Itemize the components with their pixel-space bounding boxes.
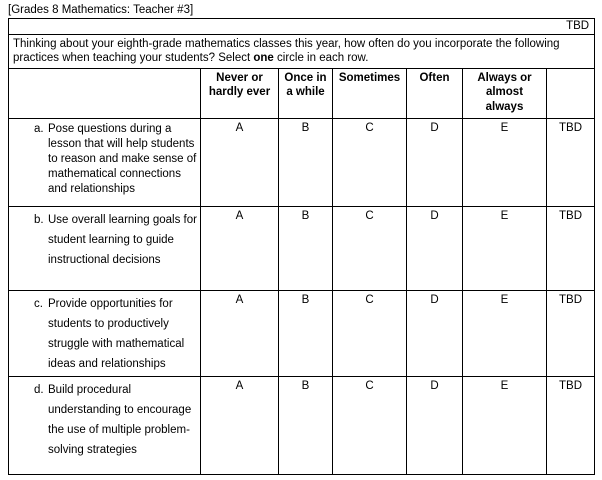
survey-table <box>8 18 595 475</box>
instructions-text-bold: one <box>253 52 274 65</box>
option-choice-c[interactable]: C <box>333 376 407 474</box>
option-choice-e[interactable]: E <box>463 376 547 474</box>
option-choice-d[interactable]: D <box>407 206 463 290</box>
row-tbd-label: TBD <box>547 118 595 206</box>
option-choice-c[interactable]: C <box>333 290 407 376</box>
item-letter: a. <box>34 122 44 135</box>
col-header-never-or-hardly-ever: Never or hardly ever <box>201 68 279 118</box>
question-instructions <box>9 35 595 69</box>
column-header-row <box>9 68 595 118</box>
item-text: Build procedural understanding to encourage the use of multiple problem-solving strategies <box>48 383 192 457</box>
option-choice-a[interactable]: A <box>201 118 279 206</box>
option-choice-d[interactable]: D <box>407 118 463 206</box>
item-cell <box>9 290 201 376</box>
option-choice-b[interactable]: B <box>279 376 333 474</box>
option-choice-a[interactable]: A <box>201 206 279 290</box>
header-tbd-empty-cell <box>547 68 595 118</box>
tbd-header-row <box>9 19 595 35</box>
table-row <box>9 376 595 474</box>
header-empty-cell <box>9 68 201 118</box>
row-tbd-label: TBD <box>547 290 595 376</box>
option-choice-d[interactable]: D <box>407 376 463 474</box>
item-letter: c. <box>34 297 43 310</box>
option-choice-a[interactable]: A <box>201 290 279 376</box>
col-header-always-or-almost-always: Always or almost always <box>463 68 547 118</box>
option-choice-e[interactable]: E <box>463 118 547 206</box>
form-header-note: [Grades 8 Mathematics: Teacher #3] <box>8 4 194 16</box>
row-tbd-label: TBD <box>547 376 595 474</box>
option-choice-b[interactable]: B <box>279 118 333 206</box>
instructions-row <box>9 35 595 69</box>
instructions-text-start: Thinking about your eighth-grade mathematics classes this year, how often do you incorporate the following practices when teaching your students? Select <box>13 38 560 65</box>
item-cell <box>9 376 201 474</box>
table-row <box>9 118 595 206</box>
option-choice-e[interactable]: E <box>463 290 547 376</box>
col-header-often: Often <box>407 68 463 118</box>
option-choice-a[interactable]: A <box>201 376 279 474</box>
table-row <box>9 206 595 290</box>
instructions-text-end: circle in each row. <box>273 52 369 65</box>
table-row <box>9 290 595 376</box>
item-letter: d. <box>34 383 44 396</box>
option-choice-b[interactable]: B <box>279 290 333 376</box>
item-letter: b. <box>34 213 44 226</box>
col-header-sometimes: Sometimes <box>333 68 407 118</box>
item-cell <box>9 206 201 290</box>
item-text: Provide opportunities for students to productively struggle with mathematical ideas and relationships <box>48 297 185 371</box>
option-choice-b[interactable]: B <box>279 206 333 290</box>
row-tbd-label: TBD <box>547 206 595 290</box>
item-cell <box>9 118 201 206</box>
option-choice-d[interactable]: D <box>407 290 463 376</box>
item-text: Pose questions during a lesson that will help students to reason and make sense of mathematical connections and relationships <box>48 122 197 195</box>
tbd-label: TBD <box>9 19 595 35</box>
option-choice-e[interactable]: E <box>463 206 547 290</box>
item-text: Use overall learning goals for student learning to guide instructional decisions <box>48 213 197 266</box>
option-choice-c[interactable]: C <box>333 118 407 206</box>
option-choice-c[interactable]: C <box>333 206 407 290</box>
col-header-once-in-a-while: Once in a while <box>279 68 333 118</box>
